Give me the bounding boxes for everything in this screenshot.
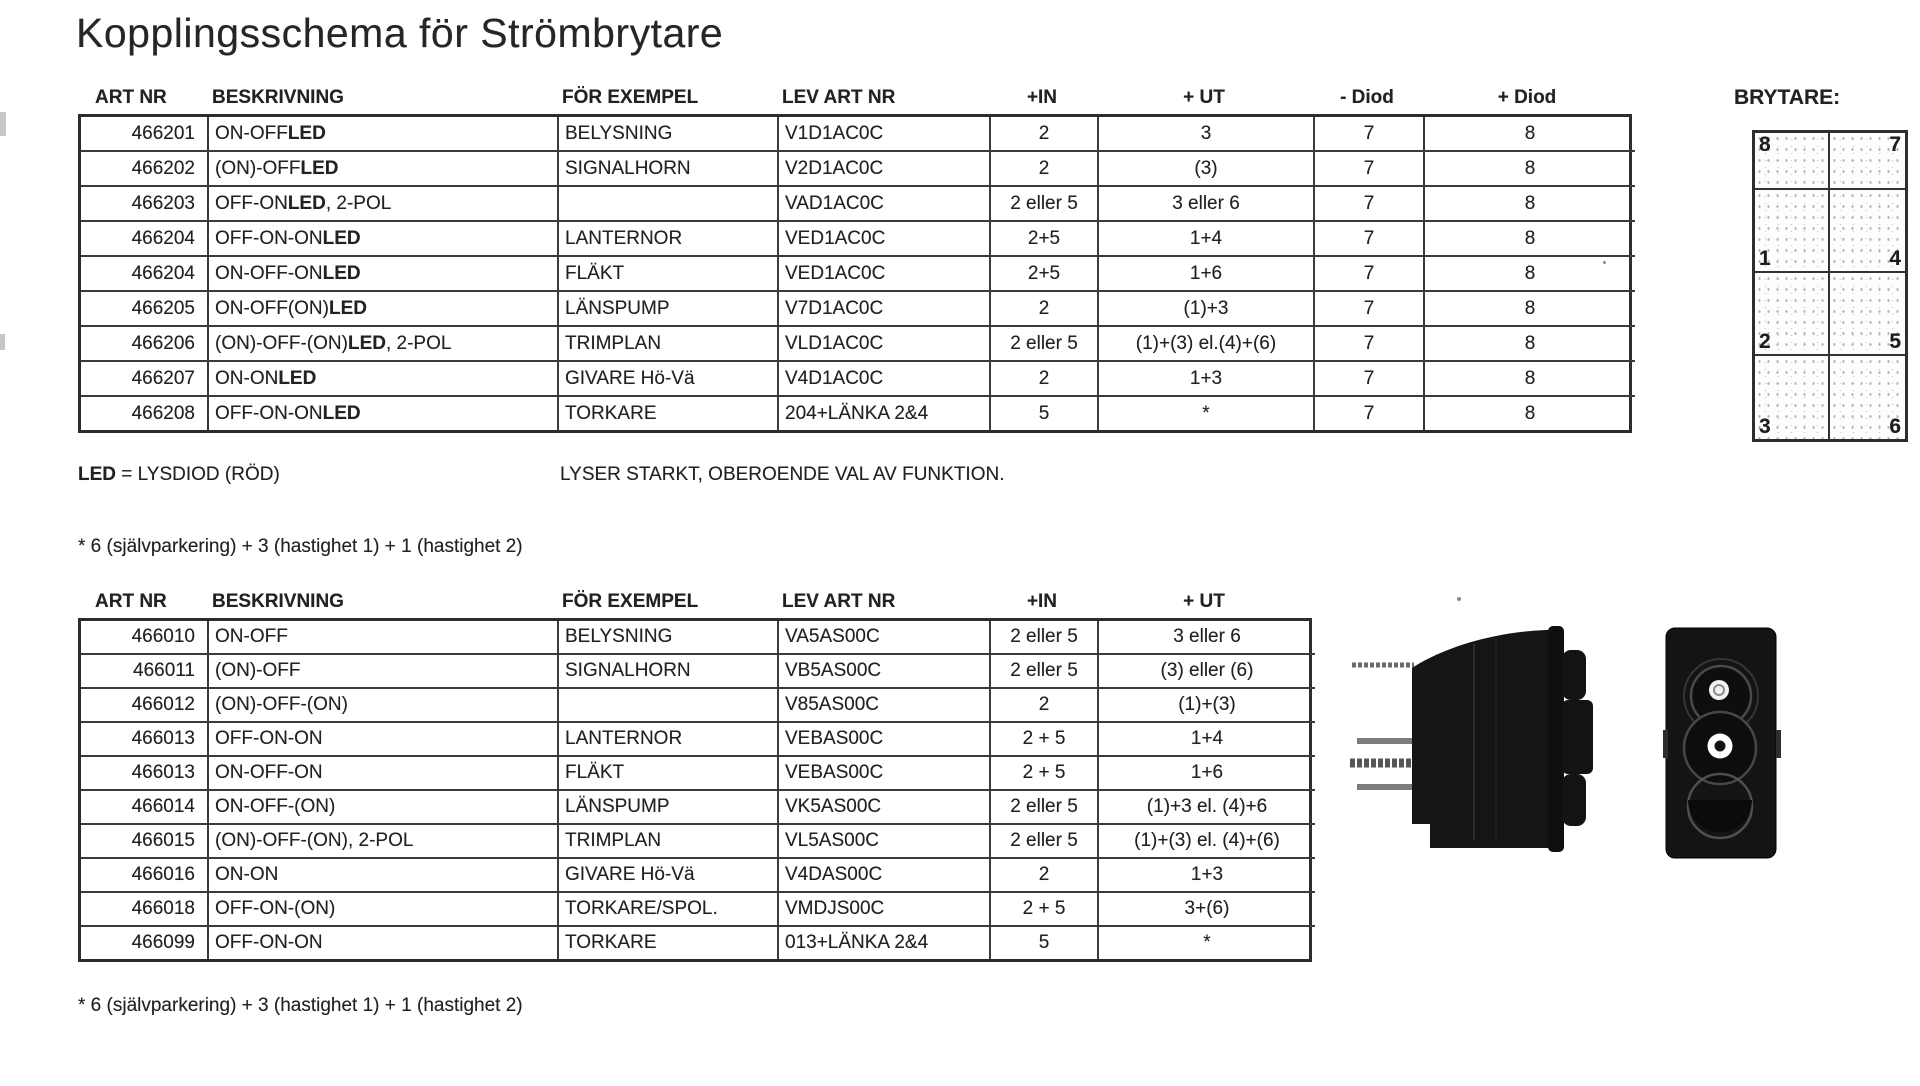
table-cell: 2 xyxy=(991,859,1099,893)
table-cell: 466206 xyxy=(81,327,209,362)
table-cell: VK5AS00C xyxy=(779,791,991,825)
table-cell: 466207 xyxy=(81,362,209,397)
table-cell: 2 eller 5 xyxy=(991,655,1099,689)
table-cell: TORKARE xyxy=(559,927,779,959)
table-cell: VEBAS00C xyxy=(779,757,991,791)
rocker-switch-side-view-image xyxy=(1346,622,1596,854)
table-cell: 1+4 xyxy=(1099,723,1315,757)
table-cell: (ON)-OFF-(ON), 2-POL xyxy=(209,825,559,859)
table-cell: OFF-ON-ON LED xyxy=(209,397,559,430)
brytare-pin-number: 7 xyxy=(1889,133,1901,156)
table-cell: 466011 xyxy=(81,655,209,689)
column-header: FÖR EXEMPEL xyxy=(562,87,699,108)
table-cell: VED1AC0C xyxy=(779,222,991,257)
table-cell: 8 xyxy=(1425,187,1635,222)
table-cell: * xyxy=(1099,397,1315,430)
table-cell: SIGNALHORN xyxy=(559,152,779,187)
table-cell: 466204 xyxy=(81,257,209,292)
table-cell: 2+5 xyxy=(991,222,1099,257)
table-cell: GIVARE Hö-Vä xyxy=(559,859,779,893)
table-cell: ON-ON xyxy=(209,859,559,893)
table-cell: OFF-ON-(ON) xyxy=(209,893,559,927)
table-cell: 013+LÄNKA 2&4 xyxy=(779,927,991,959)
table-cell: 3 eller 6 xyxy=(1099,621,1315,655)
brytare-pin-number: 6 xyxy=(1889,414,1901,438)
table-cell: SIGNALHORN xyxy=(559,655,779,689)
table-cell: TRIMPLAN xyxy=(559,327,779,362)
table-cell: (3) xyxy=(1099,152,1315,187)
table-cell: 3+(6) xyxy=(1099,893,1315,927)
table-cell: OFF-ON-ON xyxy=(209,927,559,959)
brytare-cell xyxy=(1830,273,1905,356)
table-cell: 2 eller 5 xyxy=(991,327,1099,362)
table-cell: 2+5 xyxy=(991,257,1099,292)
page-title: Kopplingsschema för Strömbrytare xyxy=(76,10,724,56)
column-header: - Diod xyxy=(1340,87,1394,108)
contact-dot-top xyxy=(1709,680,1729,700)
table-cell: 466201 xyxy=(81,117,209,152)
table-cell: (1)+(3) xyxy=(1099,689,1315,723)
table-cell: VL5AS00C xyxy=(779,825,991,859)
table-cell: 5 xyxy=(991,397,1099,430)
table-led-switches xyxy=(78,84,1632,433)
table-cell: ON-OFF-ON xyxy=(209,757,559,791)
brytare-cell xyxy=(1830,356,1905,439)
table-cell: 7 xyxy=(1315,117,1425,152)
brytare-cell xyxy=(1755,190,1830,273)
brytare-cell xyxy=(1755,356,1830,439)
table-cell: (1)+3 el. (4)+6 xyxy=(1099,791,1315,825)
table-cell: 5 xyxy=(991,927,1099,959)
footnote-table1: * 6 (självparkering) + 3 (hastighet 1) + 1 (hastighet 2) xyxy=(78,536,523,557)
table-cell: 7 xyxy=(1315,292,1425,327)
rocker-top xyxy=(1562,650,1586,700)
table-cell: GIVARE Hö-Vä xyxy=(559,362,779,397)
table-cell: ON-OFF LED xyxy=(209,117,559,152)
table-cell: VB5AS00C xyxy=(779,655,991,689)
table-cell: LÄNSPUMP xyxy=(559,292,779,327)
table-header-row xyxy=(78,84,1632,110)
table-cell: V4DAS00C xyxy=(779,859,991,893)
scan-edge-artifact xyxy=(0,334,5,350)
table-cell: LANTERNOR xyxy=(559,723,779,757)
table-cell: OFF-ON LED , 2-POL xyxy=(209,187,559,222)
led-note-description: LYSER STARKT, OBEROENDE VAL AV FUNKTION. xyxy=(560,464,1005,485)
table-cell: VEBAS00C xyxy=(779,723,991,757)
table-cell: 7 xyxy=(1315,257,1425,292)
brytare-cell xyxy=(1755,133,1830,190)
table-cell: 7 xyxy=(1315,327,1425,362)
table-cell: 8 xyxy=(1425,362,1635,397)
table-cell: 2 eller 5 xyxy=(991,621,1099,655)
led-note-term: LED = LYSDIOD (RÖD) xyxy=(78,464,280,485)
brytare-label: BRYTARE: xyxy=(1734,86,1841,109)
table-cell: (1)+3 xyxy=(1099,292,1315,327)
table-cell: 8 xyxy=(1524,402,1536,424)
table-cell: 466208 xyxy=(81,397,209,430)
table-cell: (ON)-OFF-(ON) LED , 2-POL xyxy=(209,327,559,362)
table-body xyxy=(78,618,1312,962)
column-header: BESKRIVNING xyxy=(212,87,344,108)
rocker-switch-side-view-icon xyxy=(1346,622,1596,854)
table-cell: LÄNSPUMP xyxy=(559,791,779,825)
table-cell: (ON)-OFF-(ON) xyxy=(209,689,559,723)
table-cell: 1+6 xyxy=(1099,757,1315,791)
column-header: + UT xyxy=(1183,87,1225,108)
brytare-pin-number: 3 xyxy=(1759,414,1771,438)
table-cell: 466015 xyxy=(81,825,209,859)
table-cell: 1+3 xyxy=(1099,362,1315,397)
scan-speck xyxy=(1603,261,1606,264)
table-cell: (1)+(3) el. (4)+(6) xyxy=(1099,825,1315,859)
table-cell: ON-OFF-(ON) xyxy=(209,791,559,825)
column-header: ART NR xyxy=(95,87,167,108)
table-cell: V2D1AC0C xyxy=(779,152,991,187)
brytare-cell xyxy=(1755,273,1830,356)
table-cell: 8 xyxy=(1425,152,1635,187)
table-cell: 8 xyxy=(1425,292,1635,327)
table-cell: 3 xyxy=(1099,117,1315,152)
table-cell: 2 eller 5 xyxy=(991,791,1099,825)
rocker-switch-front-view-icon xyxy=(1663,624,1781,864)
column-header: LEV ART NR xyxy=(782,87,896,108)
scan-speck xyxy=(1457,597,1461,601)
table-cell: 2 xyxy=(991,689,1099,723)
table-cell: 466018 xyxy=(81,893,209,927)
table-cell: VMDJS00C xyxy=(779,893,991,927)
table-cell: 8 xyxy=(1425,257,1635,292)
column-header: LEV ART NR xyxy=(782,591,896,612)
table-cell: 466204 xyxy=(81,222,209,257)
table-cell: 1+6 xyxy=(1099,257,1315,292)
brytare-cell xyxy=(1830,190,1905,273)
table-cell: (3) eller (6) xyxy=(1099,655,1315,689)
table-cell: 466014 xyxy=(81,791,209,825)
table-cell: 466013 xyxy=(81,723,209,757)
table-cell: 8 xyxy=(1425,117,1635,152)
table-cell: 2 xyxy=(991,292,1099,327)
column-header: BESKRIVNING xyxy=(212,591,344,612)
footnote-table2: * 6 (självparkering) + 3 (hastighet 1) + 1 (hastighet 2) xyxy=(78,995,523,1016)
table-cell: FLÄKT xyxy=(559,757,779,791)
table-cell: 1+4 xyxy=(1099,222,1315,257)
table-cell: 466012 xyxy=(81,689,209,723)
table-cell: ON-OFF xyxy=(209,621,559,655)
table-cell: 466010 xyxy=(81,621,209,655)
table-cell: OFF-ON-ON LED xyxy=(209,222,559,257)
table-cell: VED1AC0C xyxy=(779,257,991,292)
table-body xyxy=(78,114,1632,433)
table-cell: 7 xyxy=(1315,362,1425,397)
table-cell: 7 xyxy=(1315,397,1425,430)
table-cell: TRIMPLAN xyxy=(559,825,779,859)
table-cell: V4D1AC0C xyxy=(779,362,991,397)
column-header: +IN xyxy=(1026,87,1058,108)
table-cell: 466205 xyxy=(81,292,209,327)
table-cell: 1+3 xyxy=(1099,859,1315,893)
table-cell: 204+LÄNKA 2&4 xyxy=(779,397,991,430)
table-cell: 8 xyxy=(1425,327,1635,362)
table-cell: ON-OFF(ON) LED xyxy=(209,292,559,327)
brytare-pin-number: 8 xyxy=(1759,133,1771,156)
brytare-pin-number: 1 xyxy=(1759,246,1771,270)
table-cell: OFF-ON-ON xyxy=(209,723,559,757)
brytare-pin-number: 2 xyxy=(1759,329,1771,353)
switch-body xyxy=(1412,630,1552,848)
table-cell: FLÄKT xyxy=(559,257,779,292)
table-cell: VLD1AC0C xyxy=(779,327,991,362)
table-cell: 466013 xyxy=(81,757,209,791)
table-cell: TORKARE xyxy=(559,397,779,430)
table-cell: 2 + 5 xyxy=(991,893,1099,927)
table-cell: 3 eller 6 xyxy=(1099,187,1315,222)
table-cell: ON-OFF-ON LED xyxy=(209,257,559,292)
table-cell: TORKARE/SPOL. xyxy=(559,893,779,927)
table-cell: (ON)-OFF LED xyxy=(209,152,559,187)
scan-edge-artifact xyxy=(0,112,6,136)
rocker-switch-front-view-image xyxy=(1663,624,1781,864)
table-cell: 466202 xyxy=(81,152,209,187)
table-cell: 2 xyxy=(991,362,1099,397)
table-cell: VAD1AC0C xyxy=(779,187,991,222)
table-standard-switches xyxy=(78,588,1312,962)
rocker-bottom xyxy=(1562,774,1586,826)
column-header: +IN xyxy=(1026,591,1058,612)
table-cell: 466203 xyxy=(81,187,209,222)
table-cell: (1)+(3) el.(4)+(6) xyxy=(1099,327,1315,362)
table-cell: VA5AS00C xyxy=(779,621,991,655)
table-cell: V85AS00C xyxy=(779,689,991,723)
table-cell xyxy=(559,689,779,723)
table-cell xyxy=(559,187,779,222)
column-header: ART NR xyxy=(95,591,167,612)
table-cell: BELYSNING xyxy=(559,621,779,655)
brytare-pin-number: 5 xyxy=(1889,329,1901,353)
table-cell: V1D1AC0C xyxy=(779,117,991,152)
table-cell: (ON)-OFF xyxy=(209,655,559,689)
table-cell: 2 eller 5 xyxy=(991,187,1099,222)
brytare-pin-number: 4 xyxy=(1889,246,1901,270)
table-cell: 7 xyxy=(1315,187,1425,222)
table-cell: LANTERNOR xyxy=(559,222,779,257)
brytare-grid xyxy=(1752,130,1908,442)
table-cell: V7D1AC0C xyxy=(779,292,991,327)
table-cell: BELYSNING xyxy=(559,117,779,152)
table-cell: * xyxy=(1203,932,1211,953)
table-cell: 466099 xyxy=(81,927,209,959)
table-cell: 7 xyxy=(1315,222,1425,257)
table-cell: 8 xyxy=(1425,222,1635,257)
column-header: + UT xyxy=(1183,591,1225,612)
table-cell: 2 xyxy=(991,152,1099,187)
table-cell: 2 + 5 xyxy=(991,757,1099,791)
table-cell: 7 xyxy=(1315,152,1425,187)
table-cell: ON-ON LED xyxy=(209,362,559,397)
table-cell: 2 xyxy=(991,117,1099,152)
rocker-middle xyxy=(1562,700,1593,774)
table-cell: 2 eller 5 xyxy=(991,825,1099,859)
table-cell: 466016 xyxy=(81,859,209,893)
table-header-row xyxy=(78,588,1312,614)
led-note xyxy=(78,464,280,486)
brytare-cell xyxy=(1830,133,1905,190)
column-header: + Diod xyxy=(1497,87,1557,108)
column-header: FÖR EXEMPEL xyxy=(562,591,699,612)
switch-flange xyxy=(1548,626,1564,852)
table-cell: 2 + 5 xyxy=(991,723,1099,757)
